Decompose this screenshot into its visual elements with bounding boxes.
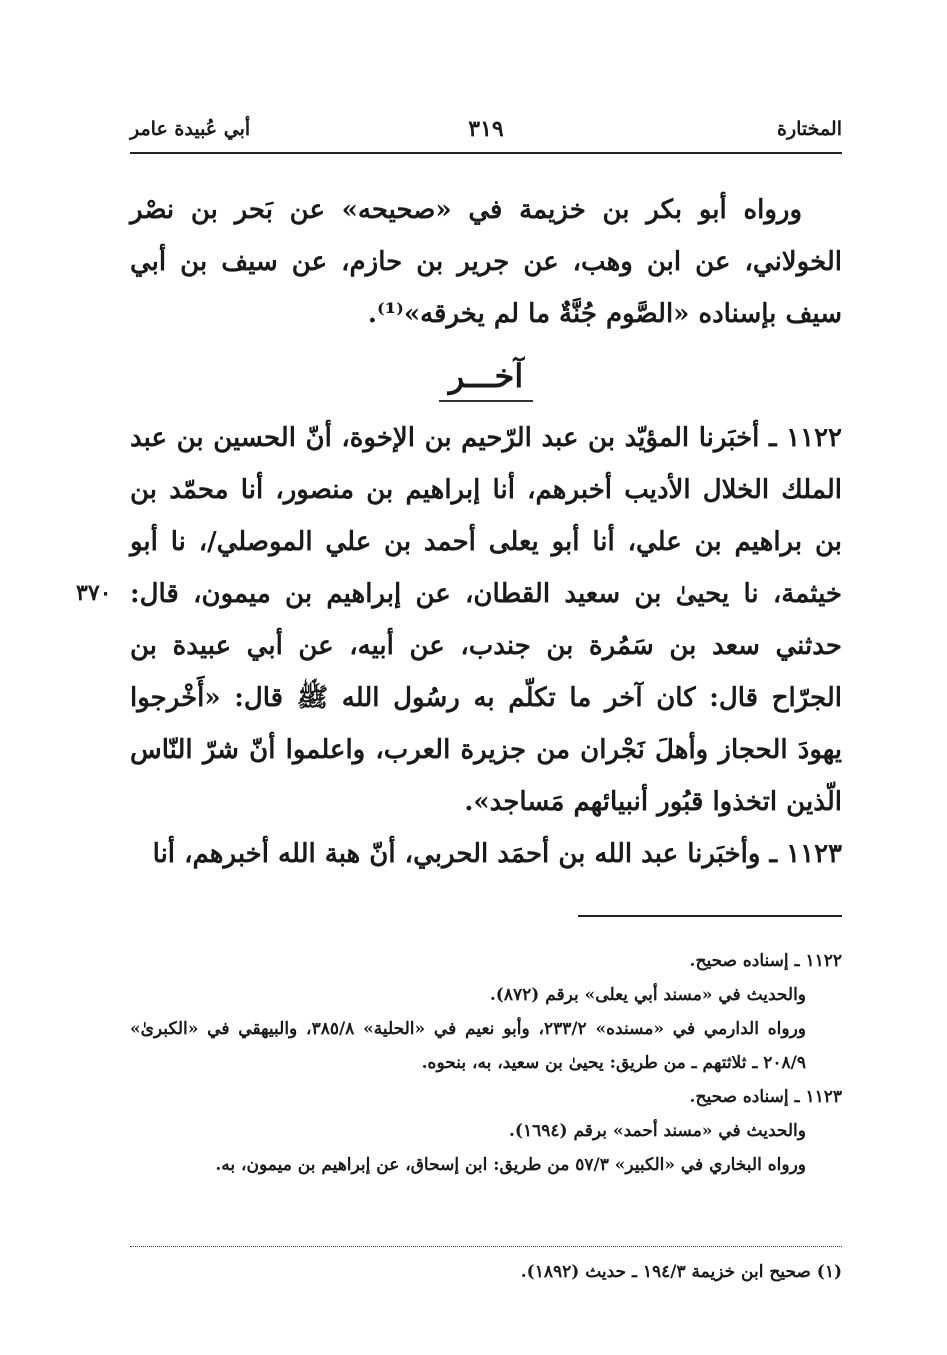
note-1122-b: ورواه الدارمي في «مسنده» ٢٣٣/٢، وأبو نعيم في «الحلية» ٣٨٥/٨، والبيهقي في «الكبرىٰ» ٢٠٨/٩ ـ ثلاثتهم ـ من طريق: يحيىٰ بن سعيد، به، بنحوه.: [130, 1019, 806, 1073]
page-header: [130, 112, 842, 152]
note-1123-b: ورواه البخاري في «الكبير» ٥٧/٣ من طريق: ابن إسحاق، عن إبراهيم بن ميمون، به.: [215, 1155, 806, 1175]
footnotes: [130, 944, 842, 1182]
note-1122-a: والحديث في «مسند أبي يعلى» برقم (٨٧٢).: [489, 985, 806, 1005]
page-number: ٣١٩: [468, 116, 504, 142]
footnote-rule: [578, 915, 842, 917]
footnote-dotted-rule: [130, 1246, 842, 1247]
main-text: [130, 184, 842, 880]
note-1123-head: ١١٢٣ ـ إسناده صحيح.: [689, 1087, 842, 1107]
paragraph-1: ورواه أبو بكر بن خزيمة في «صحيحه» عن بَحر بن نصْر الخولاني، عن ابن وهب، عن جرير بن حازم، عن سيف بن أبي سيف بإسناده «الصَّوم جُنَّةٌ ما لم يخرقه»⁽¹⁾.: [130, 195, 842, 329]
section-title-text: آخـــر: [439, 354, 533, 402]
hadith-1123: ١١٢٣ ـ وأخبَرنا عبد الله بن أحمَد الحربي، أنّ هبة الله أخبرهم، أنا: [152, 839, 842, 869]
note-1122-head: ١١٢٢ ـ إسناده صحيح.: [689, 951, 842, 971]
chapter-title: أبي عُبيدة عامر: [130, 118, 251, 140]
margin-reference: ٣٧٠: [76, 580, 112, 606]
section-title: [130, 354, 842, 402]
hadith-1122: ١١٢٢ ـ أخبَرنا المؤيّد بن عبد الرّحيم بن الإخوة، أنّ الحسين بن عبد الملك الخلال الأديب أخبرهم، أنا إبراهيم بن منصور، أنا محمّد بن بن براهيم بن علي، أنا أبو يعلى أحمد بن علي الموصلي/، نا أبو خيثمة، نا يحيىٰ بن سعيد القطان، عن إبراهيم بن ميمون، قال: حدثني سعد بن سَمُرة بن جندب، عن أبيه، عن أبي عبيدة بن الجرّاح قال: كان آخر ما تكلّم به رسُول الله ﷺ قال: «أَخْرجوا يهودَ الحجاز وأهلَ نَجْران من جزيرة العرب، واعلموا أنّ شرّ النّاس الّذين اتخذوا قبُور أنبيائهم مَساجد».: [130, 423, 842, 817]
book-title: المختارة: [777, 118, 842, 140]
note-1123-a: والحديث في «مسند أحمد» برقم (١٦٩٤).: [509, 1121, 806, 1141]
footnote-1: (١) صحيح ابن خزيمة ١٩٤/٣ ـ حديث (١٨٩٢).: [520, 1262, 842, 1282]
header-rule: [130, 152, 842, 154]
